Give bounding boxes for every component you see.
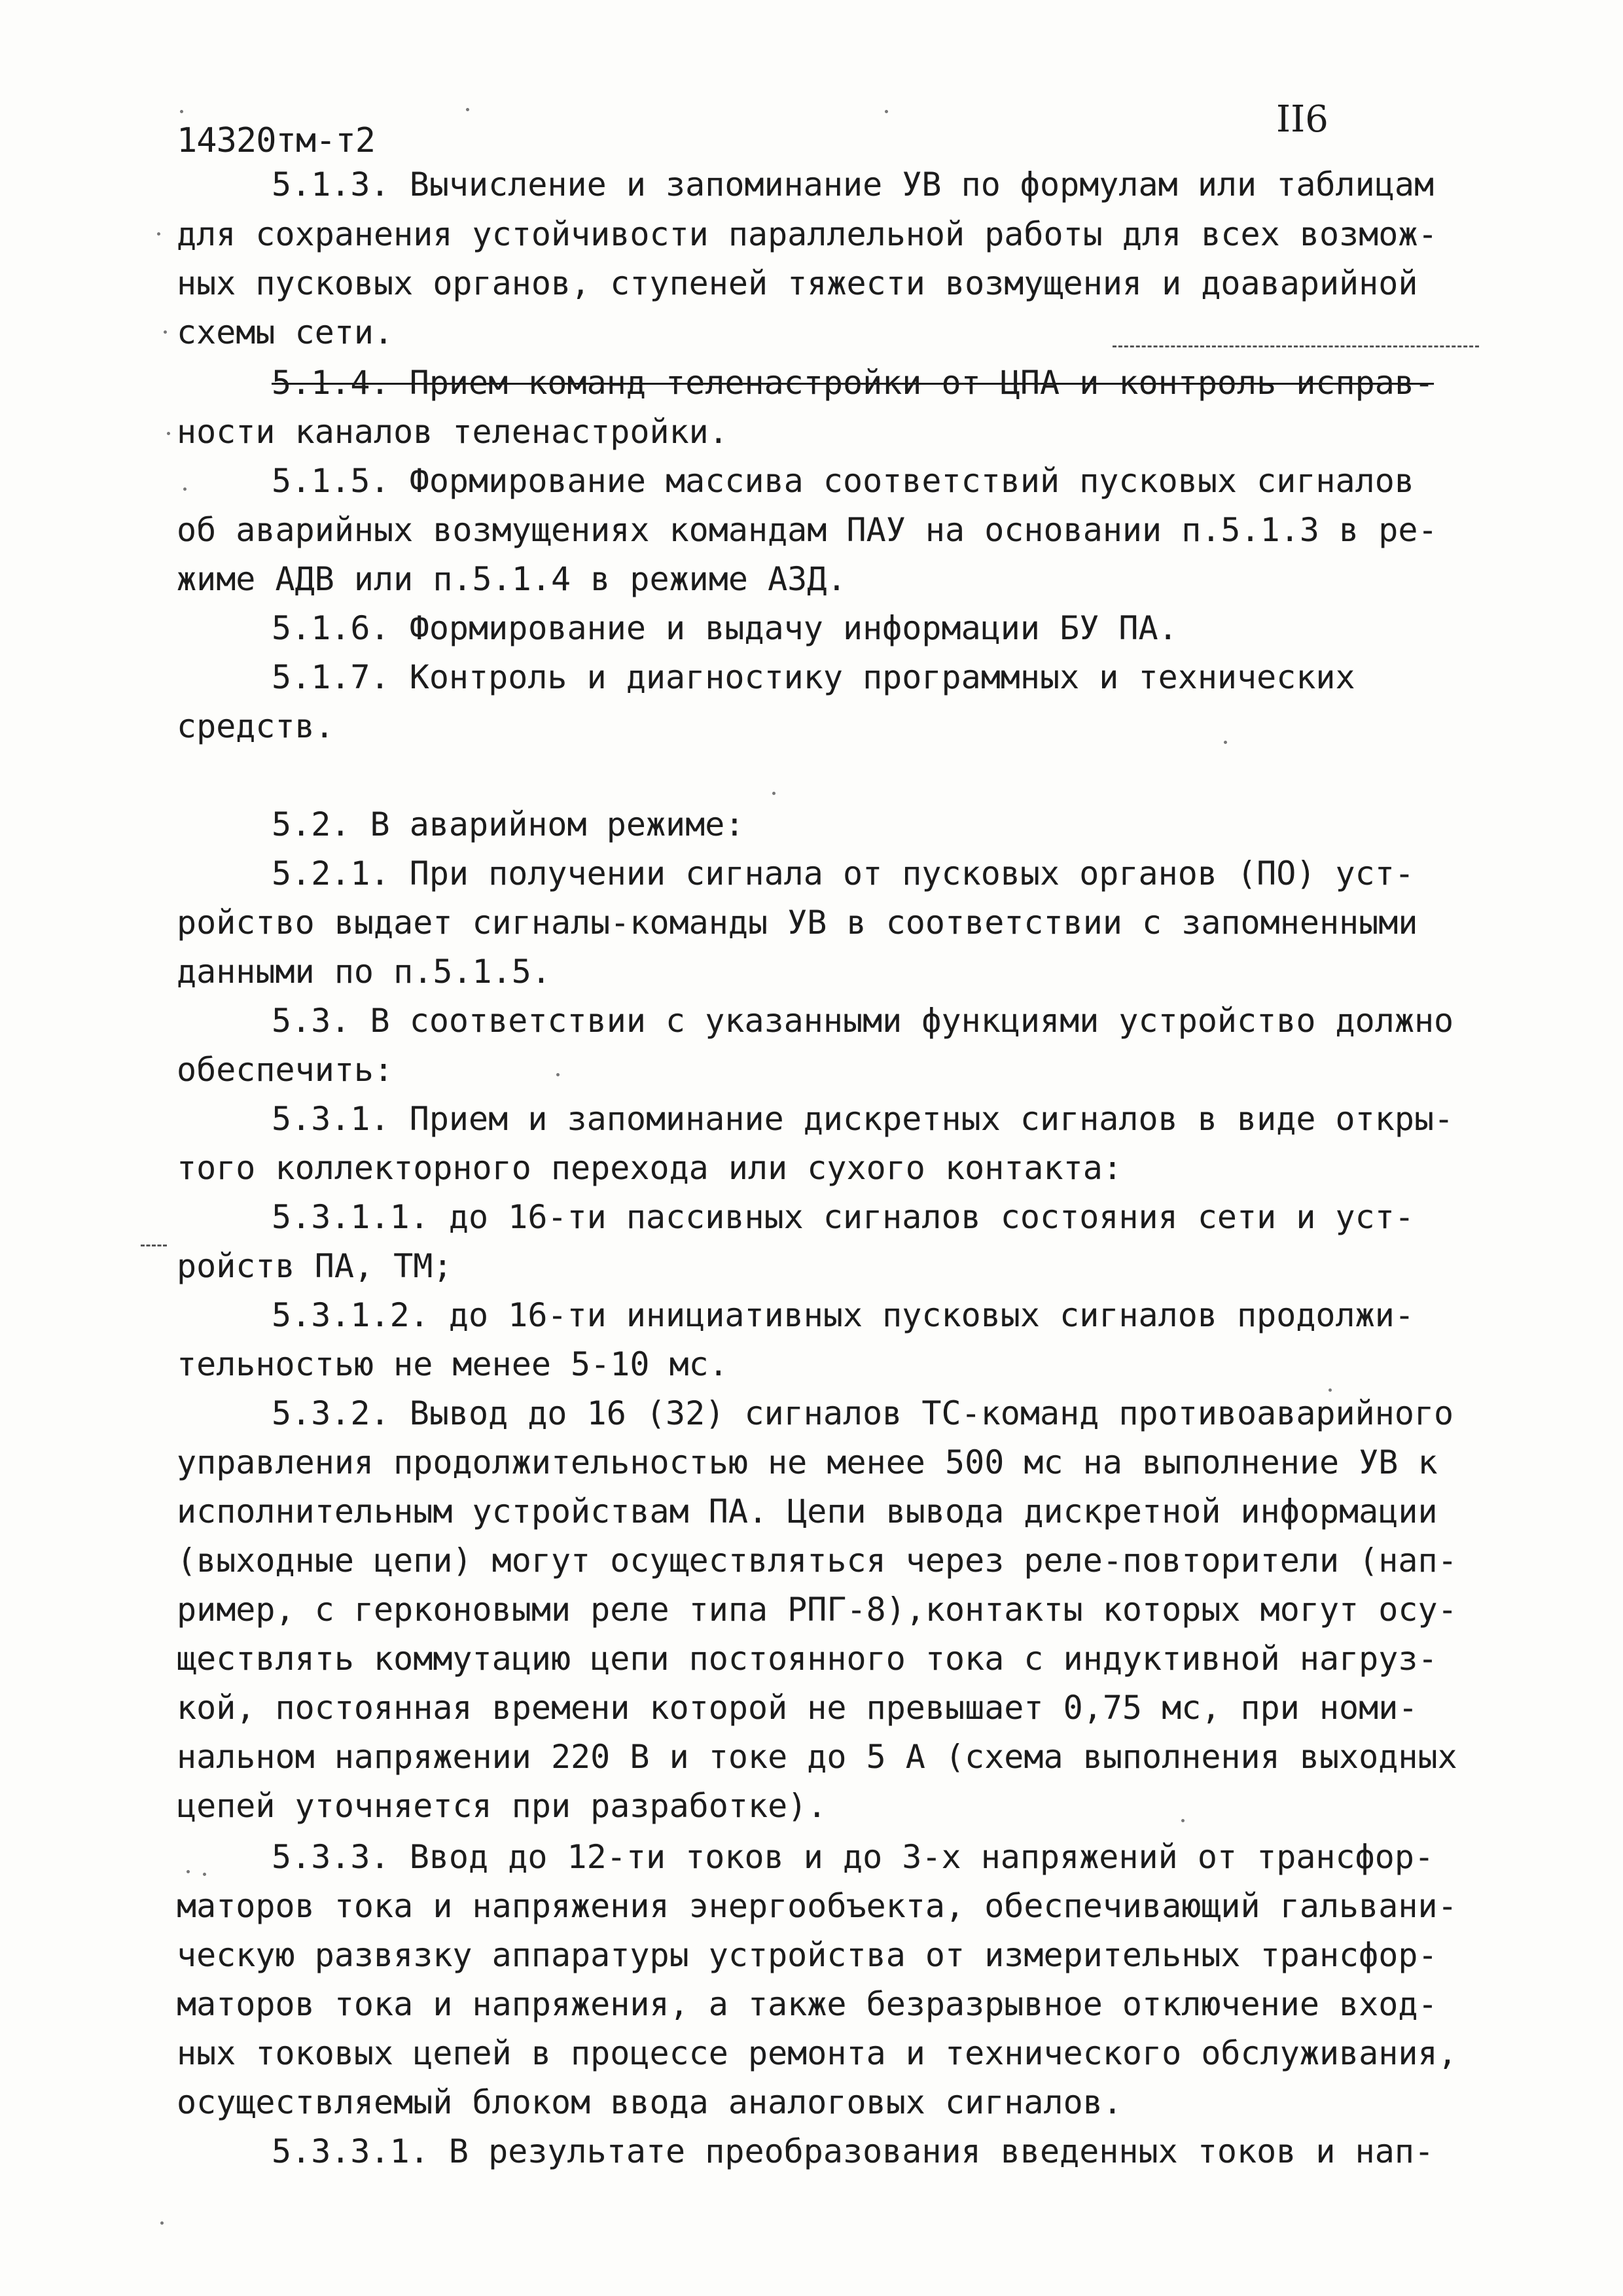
text-line: 5.3.3. Ввод до 12-ти токов и до 3-х напряжений от трансфор-: [272, 1838, 1435, 1876]
text-line: 5.1.7. Контроль и диагностику программных и технических: [272, 658, 1355, 696]
scan-speck: [203, 1873, 206, 1876]
text-line: 5.2.1. При получении сигнала от пусковых органов (ПО) уст-: [272, 855, 1414, 892]
text-line: цепей уточняется при разработке).: [177, 1787, 827, 1825]
text-line: средств.: [177, 707, 334, 745]
scan-dash-rule: [141, 1245, 167, 1246]
text-line: 5.1.5. Формирование массива соответствий пусковых сигналов: [272, 462, 1414, 500]
text-line: данными по п.5.1.5.: [177, 953, 551, 991]
text-line-struck: 5.1.4. Прием команд теленастройки от ЦПА и контроль исправ-: [272, 364, 1435, 402]
scan-speck: [187, 1870, 190, 1873]
scan-speck: [164, 330, 167, 334]
scan-speck: [180, 110, 183, 113]
scan-speck: [772, 792, 776, 795]
text-line: ности каналов теленастройки.: [177, 413, 728, 451]
text-line: управления продолжительностью не менее 500 мс на выполнение УВ к: [177, 1443, 1438, 1481]
text-line: того коллекторного перехода или сухого контакта:: [177, 1149, 1122, 1187]
text-line: 5.3. В соответствии с указанными функциями устройство должно: [272, 1002, 1454, 1040]
scan-speck: [1181, 1819, 1185, 1822]
scan-speck: [1224, 741, 1227, 744]
section-heading: 5.2. В аварийном режиме:: [272, 805, 745, 843]
scan-speck: [1329, 1388, 1332, 1392]
text-line: 5.1.6. Формирование и выдачу информации БУ ПА.: [272, 609, 1178, 647]
scan-speck: [167, 432, 170, 435]
text-line: тельностью не менее 5-10 мс.: [177, 1345, 728, 1383]
text-line: об аварийных возмущениях командам ПАУ на основании п.5.1.3 в ре-: [177, 511, 1438, 549]
text-line: (выходные цепи) могут осуществляться через реле-повторители (нап-: [177, 1542, 1457, 1580]
scan-speck: [183, 487, 187, 491]
text-line: ных токовых цепей в процессе ремонта и технического обслуживания,: [177, 2034, 1457, 2072]
scan-speck: [157, 232, 160, 236]
text-line: ных пусковых органов, ступеней тяжести возмущения и доаварийной: [177, 264, 1418, 302]
text-line: ройств ПА, ТМ;: [177, 1247, 453, 1285]
text-line: ческую развязку аппаратуры устройства от измерительных трансфор-: [177, 1936, 1438, 1974]
text-line: ример, с герконовыми реле типа РПГ-8),контакты которых могут осу-: [177, 1591, 1457, 1629]
scan-speck: [466, 108, 469, 111]
text-line: 5.1.3. Вычисление и запоминание УВ по формулам или таблицам: [272, 166, 1435, 203]
text-line: 5.3.1.2. до 16-ти инициативных пусковых сигналов продолжи-: [272, 1296, 1414, 1334]
text-line: исполнительным устройствам ПА. Цепи вывода дискретной информации: [177, 1492, 1438, 1530]
scan-speck: [885, 110, 888, 113]
text-line: кой, постоянная времени которой не превышает 0,75 мс, при номи-: [177, 1689, 1418, 1727]
text-line: 5.3.3.1. В результате преобразования введенных токов и нап-: [272, 2132, 1435, 2170]
text-line: для сохранения устойчивости параллельной работы для всех возмож-: [177, 215, 1438, 253]
scan-dash-rule: [1113, 345, 1479, 347]
text-line: осуществляемый блоком ввода аналоговых сигналов.: [177, 2083, 1122, 2121]
text-line: нальном напряжении 220 В и токе до 5 А (схема выполнения выходных: [177, 1738, 1457, 1776]
text-line: жиме АДВ или п.5.1.4 в режиме АЗД.: [177, 560, 847, 598]
scan-speck: [556, 1073, 560, 1076]
text-line: 5.3.2. Вывод до 16 (32) сигналов ТС-команд противоаварийного: [272, 1394, 1454, 1432]
text-line: 5.3.1.1. до 16-ти пассивных сигналов состояния сети и уст-: [272, 1198, 1414, 1236]
text-line: ройство выдает сигналы-команды УВ в соответствии с запомненными: [177, 904, 1418, 942]
page-number: II6: [1276, 98, 1329, 141]
text-line: маторов тока и напряжения энергообъекта, обеспечивающий гальвани-: [177, 1887, 1457, 1925]
text-line: схемы сети.: [177, 313, 394, 351]
text-line: обеспечить:: [177, 1051, 394, 1089]
scan-speck: [160, 2221, 164, 2225]
document-code: 14320тм-т2: [177, 121, 376, 160]
text-line: маторов тока и напряжения, а также безразрывное отключение вход-: [177, 1985, 1438, 2023]
text-line: ществлять коммутацию цепи постоянного тока с индуктивной нагруз-: [177, 1640, 1438, 1678]
text-line: 5.3.1. Прием и запоминание дискретных сигналов в виде откры-: [272, 1100, 1454, 1138]
